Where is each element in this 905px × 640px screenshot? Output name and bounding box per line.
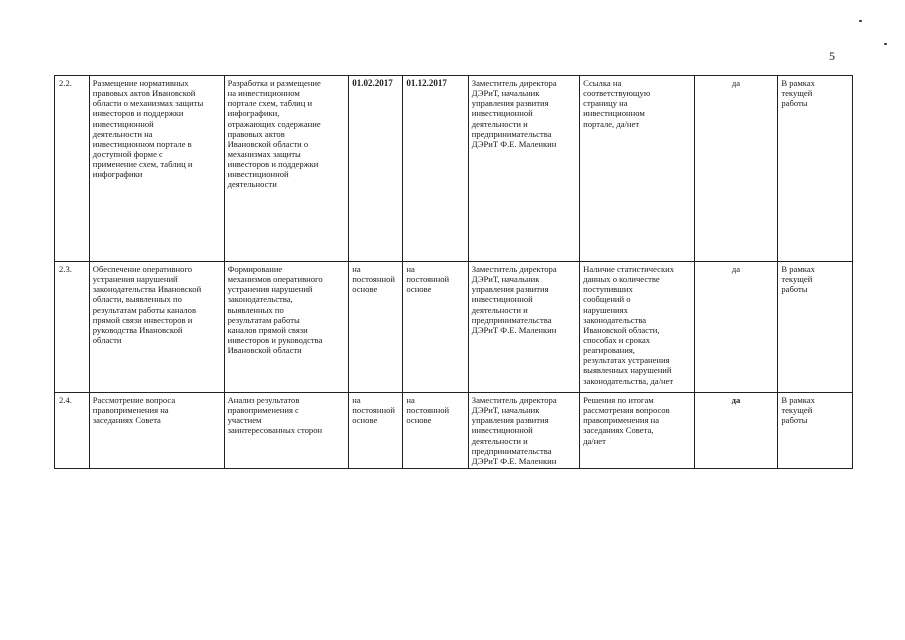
indicator-cell: Решения по итогам рассмотрения вопросов правоприменения на заседаниях Совета, да/нет	[580, 393, 694, 469]
scan-speck	[859, 20, 862, 22]
activity-cell: Размещение нормативных правовых актов Ивановской области о механизмах защиты инвесторов и поддержки инвестиционной деятельности на инвестиционном портале в доступной форме с применение схем, таблиц и инфографики	[89, 76, 224, 262]
end-date-cell: на постоянной основе	[403, 262, 468, 393]
funding-source-cell: В рамках текущей работы	[778, 393, 853, 469]
end-date-cell: на постоянной основе	[403, 393, 468, 469]
responsible-cell: Заместитель директора ДЭРиТ, начальник управления развития инвестиционной деятельности и предпринимательства ДЭРиТ Ф.Е. Маленкин	[468, 393, 579, 469]
funding-source-cell: В рамках текущей работы	[778, 76, 853, 262]
table-row	[55, 76, 853, 262]
row-number: 2.2.	[55, 76, 90, 262]
start-date-cell: 01.02.2017	[349, 76, 403, 262]
end-date-cell: 01.12.2017	[403, 76, 468, 262]
result-cell: Анализ результатов правоприменения с участием заинтересованных сторон	[224, 393, 349, 469]
result-cell: Разработка и размещение на инвестиционном портале схем, таблиц и инфографики, отражающих содержание правовых актов Ивановской области о механизмах защиты инвесторов и поддержки инвестиционной деятельности	[224, 76, 349, 262]
value-cell: да	[694, 262, 778, 393]
funding-source-cell: В рамках текущей работы	[778, 262, 853, 393]
responsible-cell: Заместитель директора ДЭРиТ, начальник управления развития инвестиционной деятельности и предпринимательства ДЭРиТ Ф.Е. Маленкин	[468, 76, 579, 262]
table-row	[55, 262, 853, 393]
responsible-cell: Заместитель директора ДЭРиТ, начальник управления развития инвестиционной деятельности и предпринимательства ДЭРиТ Ф.Е. Маленкин	[468, 262, 579, 393]
row-number: 2.4.	[55, 393, 90, 469]
page-number: 5	[829, 49, 835, 63]
action-plan-table	[54, 75, 853, 469]
row-number: 2.3.	[55, 262, 90, 393]
start-date-cell: на постоянной основе	[349, 262, 403, 393]
indicator-cell: Наличие статистических данных о количестве поступивших сообщений о нарушениях законодательства Ивановской области, способах и сроках реагирования, результатах устранения выявленных нарушений законодательства, да/нет	[580, 262, 694, 393]
start-date-cell: на постоянной основе	[349, 393, 403, 469]
activity-cell: Рассмотрение вопроса правоприменения на заседаниях Совета	[89, 393, 224, 469]
activity-cell: Обеспечение оперативного устранения нарушений законодательства Ивановской области, выявленных по результатам работы каналов прямой связи инвесторов и руководства Ивановской области	[89, 262, 224, 393]
value-cell: да	[694, 393, 778, 469]
scan-speck	[884, 43, 887, 45]
value-cell: да	[694, 76, 778, 262]
table-row	[55, 393, 853, 469]
indicator-cell: Ссылка на соответствующую страницу на инвестиционном портале, да/нет	[580, 76, 694, 262]
result-cell: Формирование механизмов оперативного устранения нарушений законодательства, выявленных по результатам работы каналов прямой связи инвесторов и руководства Ивановской области	[224, 262, 349, 393]
